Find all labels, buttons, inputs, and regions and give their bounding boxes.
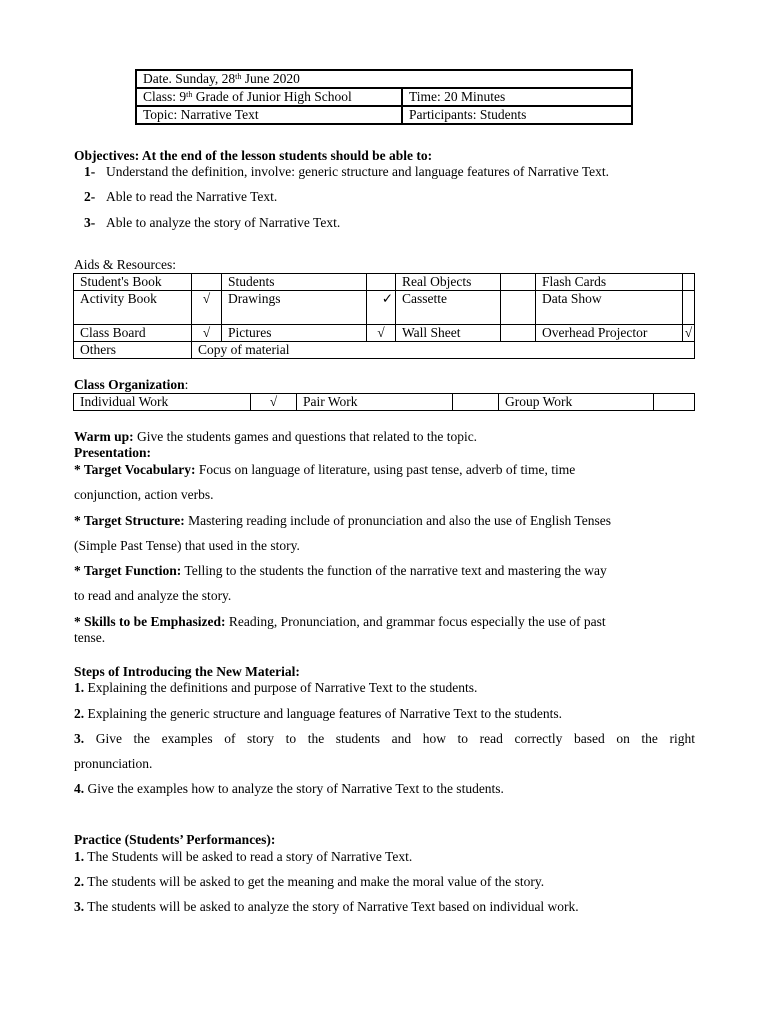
practice-item: 2. The students will be asked to get the meaning and make the moral value of the story. [74, 874, 545, 889]
aids-mark [683, 274, 695, 291]
skills-emphasized: * Skills to be Emphasized: Reading, Pronunciation, and grammar focus especially the use of past tense. [74, 614, 606, 645]
table-row [74, 342, 695, 359]
step-item: 4. Give the examples how to analyze the story of Narrative Text to the students. [74, 781, 504, 796]
org-cell: Group Work [499, 394, 654, 411]
date-cell: Date. Sunday, 28th June 2020 [136, 70, 632, 88]
aids-heading: Aids & Resources: [74, 257, 176, 272]
org-cell: Individual Work [74, 394, 251, 411]
aids-mark: ✓ [367, 291, 396, 325]
class-cell: Class: 9th Grade of Junior High School [136, 88, 402, 106]
aids-mark [501, 274, 536, 291]
time-cell: Time: 20 Minutes [402, 88, 632, 106]
aids-mark [192, 274, 222, 291]
aids-cell: Flash Cards [536, 274, 683, 291]
org-mark [453, 394, 499, 411]
aids-mark: √ [192, 325, 222, 342]
aids-cell: Data Show [536, 291, 683, 325]
org-mark: √ [251, 394, 297, 411]
aids-table [73, 273, 695, 359]
aids-cell: Activity Book [74, 291, 192, 325]
org-mark [654, 394, 695, 411]
step-item: 3. Give the examples of story to the students and how to read correctly based on the right pronunciation. [74, 731, 695, 771]
warmup-line: Warm up: Give the students games and questions that related to the topic. [74, 429, 478, 444]
practice-heading: Practice (Students’ Performances): [74, 832, 276, 847]
aids-mark: √ [683, 325, 695, 342]
aids-cell: Students [222, 274, 367, 291]
organization-table [73, 393, 695, 411]
table-row [74, 325, 695, 342]
aids-mark [501, 325, 536, 342]
aids-mark [367, 274, 396, 291]
objective-item: 3- Able to analyze the story of Narrative Text. [84, 215, 341, 230]
step-item: 1. Explaining the definitions and purpose of Narrative Text to the students. [74, 680, 478, 695]
participants-cell: Participants: Students [402, 106, 632, 124]
table-row [74, 274, 695, 291]
target-structure: * Target Structure: Mastering reading include of pronunciation and also the use of English Tenses (Simple Past Tense) that used in the story. [74, 513, 611, 553]
org-cell: Pair Work [297, 394, 453, 411]
lesson-header-table [135, 69, 633, 125]
topic-cell: Topic: Narrative Text [136, 106, 402, 124]
aids-cell: Drawings [222, 291, 367, 325]
aids-cell: Overhead Projector [536, 325, 683, 342]
step-item: 2. Explaining the generic structure and language features of Narrative Text to the students. [74, 706, 563, 721]
aids-others-value: Copy of material [192, 342, 695, 359]
table-row [74, 291, 695, 325]
steps-heading: Steps of Introducing the New Material: [74, 664, 300, 679]
practice-item: 3. The students will be asked to analyze the story of Narrative Text based on individual work. [74, 899, 579, 914]
aids-mark: √ [192, 291, 222, 325]
aids-cell: Pictures [222, 325, 367, 342]
aids-cell: Cassette [396, 291, 501, 325]
aids-mark [683, 291, 695, 325]
target-function: * Target Function: Telling to the students the function of the narrative text and mastering the way to read and analyze the story. [74, 563, 607, 603]
table-row [74, 394, 695, 411]
objective-item: 1- Understand the definition, involve: generic structure and language features of Narrative Text. [84, 164, 609, 179]
aids-mark: √ [367, 325, 396, 342]
practice-item: 1. The Students will be asked to read a story of Narrative Text. [74, 849, 413, 864]
aids-cell: Wall Sheet [396, 325, 501, 342]
objectives-heading: Objectives: At the end of the lesson students should be able to: [74, 148, 433, 163]
aids-cell: Real Objects [396, 274, 501, 291]
target-vocabulary: * Target Vocabulary: Focus on language of literature, using past tense, adverb of time, time conjunction, action verbs. [74, 462, 576, 502]
presentation-heading: Presentation: [74, 445, 151, 460]
aids-mark [501, 291, 536, 325]
aids-others-label: Others [74, 342, 192, 359]
objective-item: 2- Able to read the Narrative Text. [84, 189, 278, 204]
aids-cell: Student's Book [74, 274, 192, 291]
aids-cell: Class Board [74, 325, 192, 342]
organization-heading: Class Organization: [74, 377, 189, 392]
